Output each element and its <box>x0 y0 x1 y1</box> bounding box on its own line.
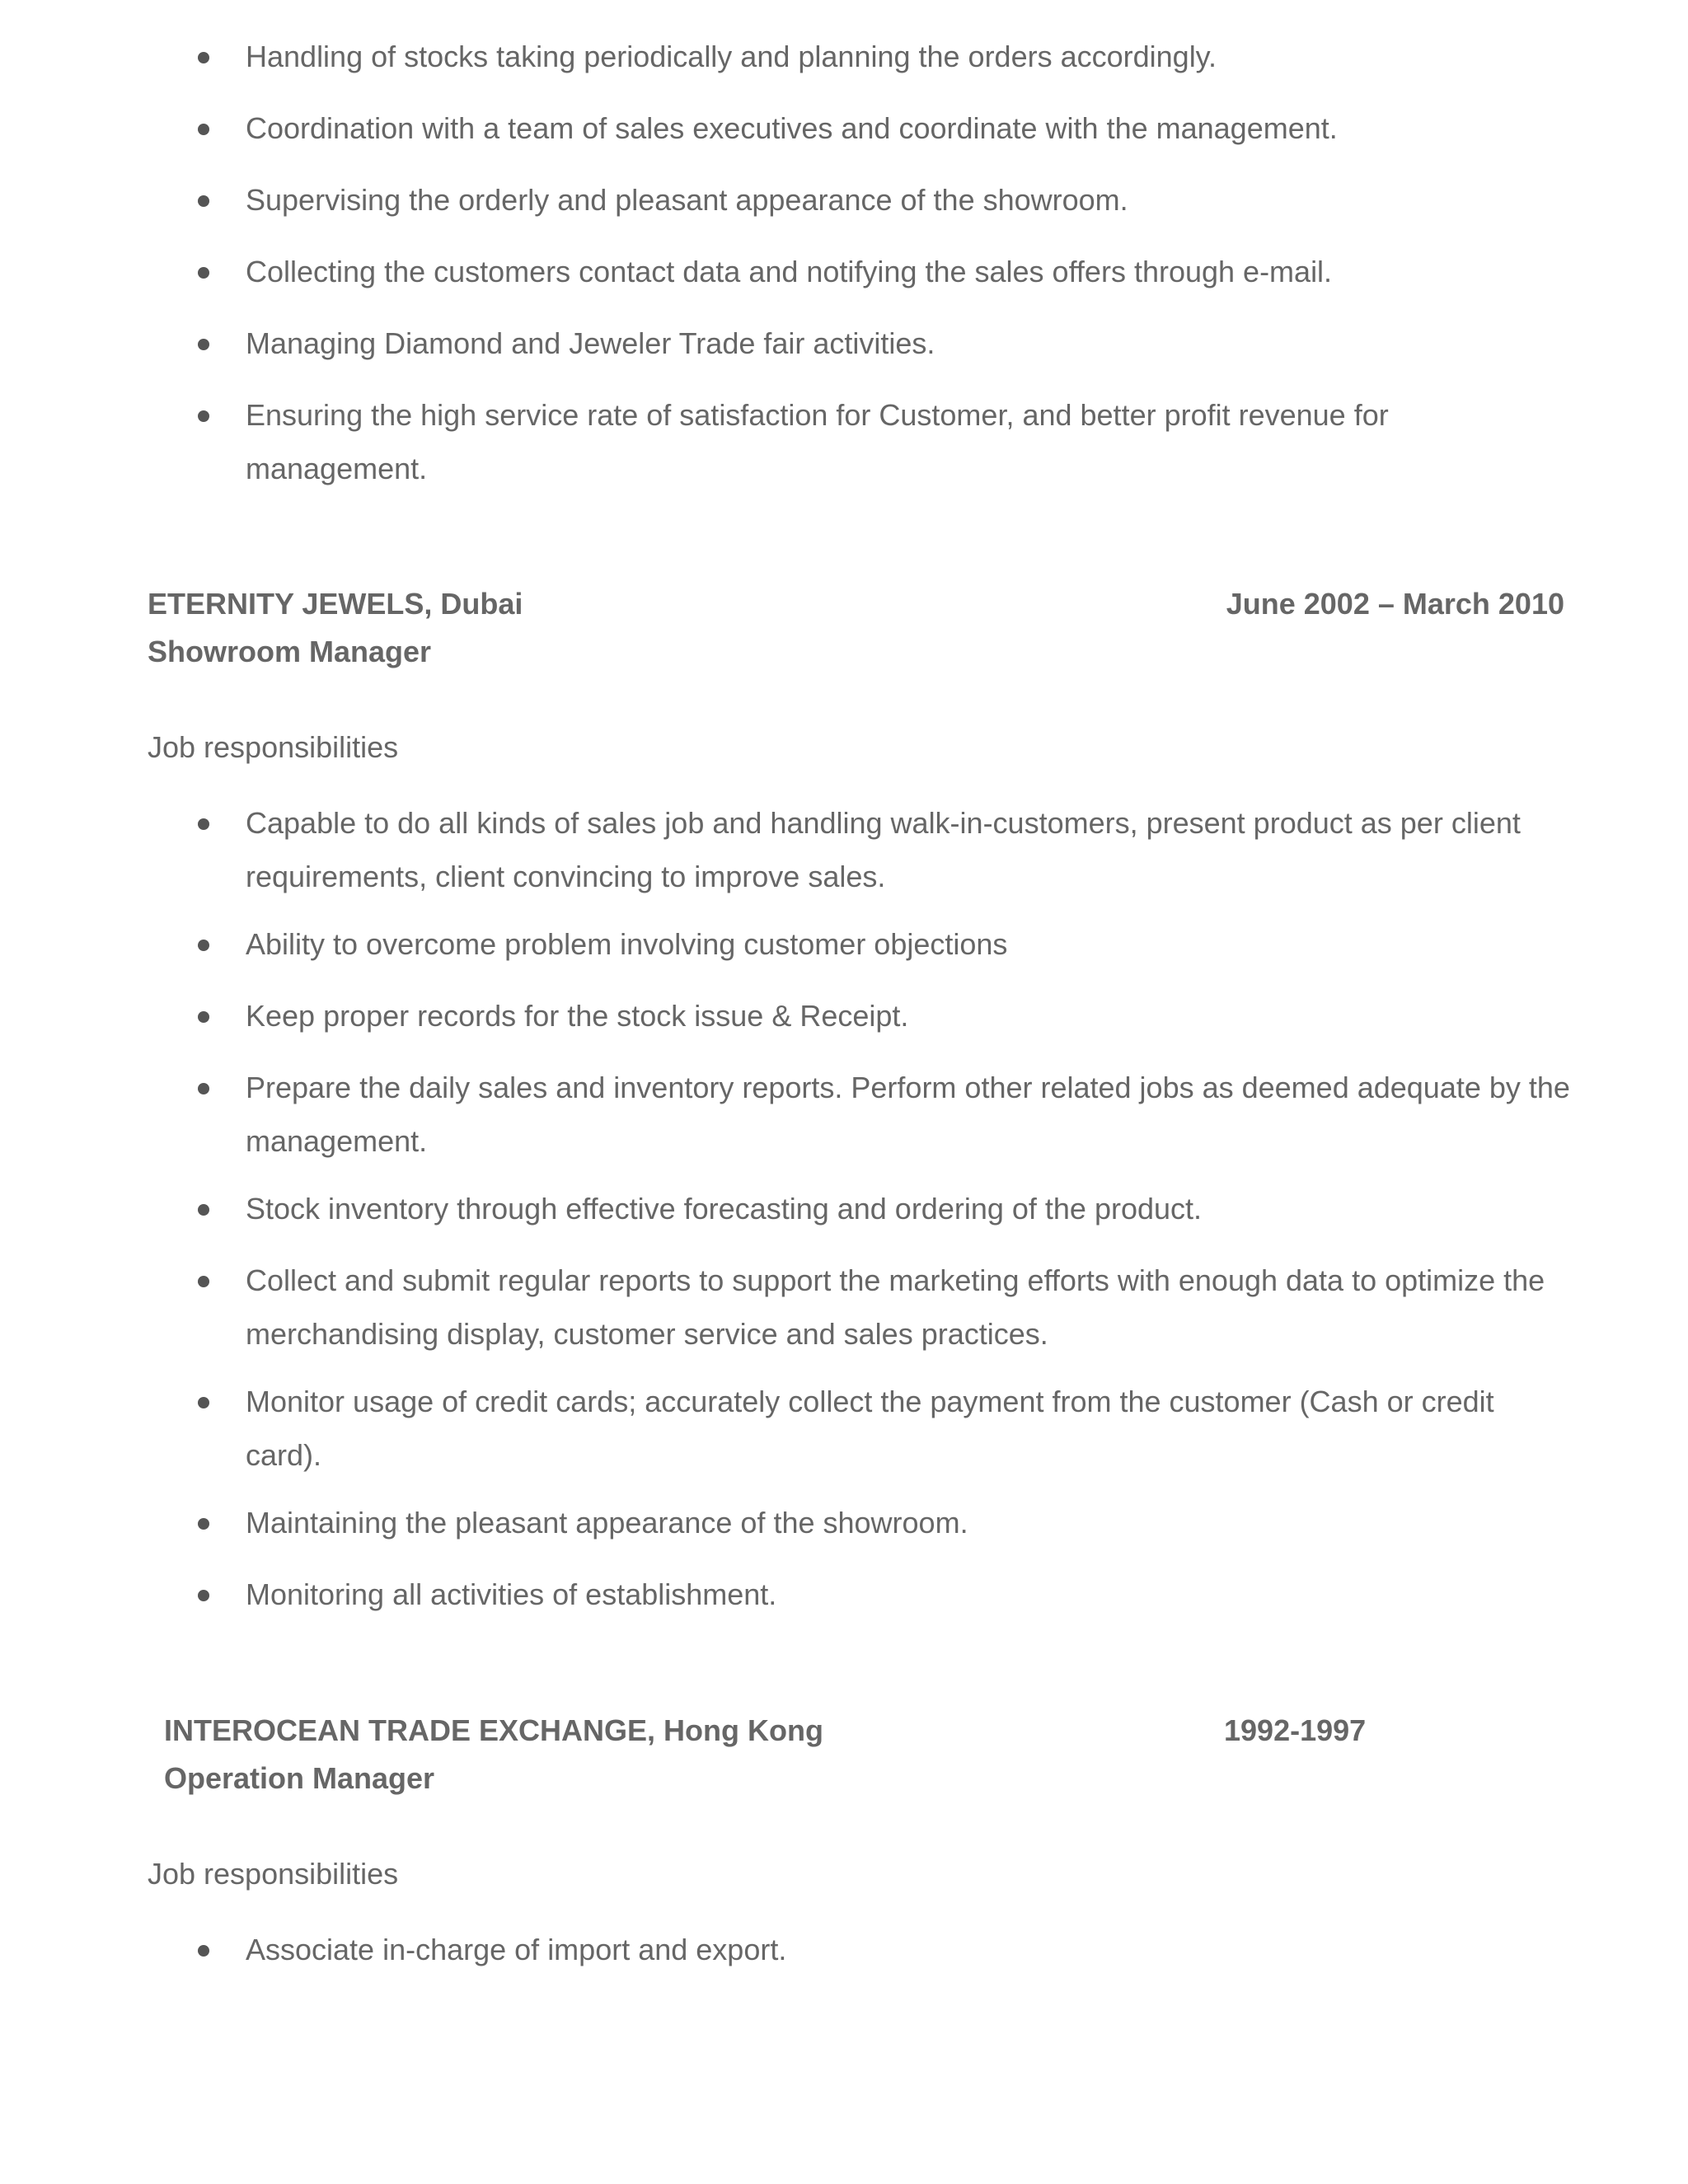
bullet-icon <box>198 1204 209 1216</box>
bullet-icon <box>198 818 209 830</box>
company-name: INTEROCEAN TRADE EXCHANGE, Hong Kong <box>164 1713 823 1747</box>
bullet-icon <box>198 267 209 279</box>
bullet-icon <box>198 1518 209 1530</box>
bullet-icon <box>198 940 209 951</box>
bullet-icon <box>198 339 209 350</box>
bullet-icon <box>198 1276 209 1287</box>
responsibilities-heading: Job responsibilities <box>148 730 399 764</box>
bullet-icon <box>198 1590 209 1601</box>
responsibilities-heading: Job responsibilities <box>148 1857 399 1891</box>
job-dates: June 2002 – March 2010 <box>1226 587 1564 621</box>
bullet-icon <box>198 1011 209 1023</box>
job-title: Operation Manager <box>164 1761 435 1795</box>
company-name: ETERNITY JEWELS, Dubai <box>148 587 523 621</box>
bullet-icon <box>198 52 209 63</box>
bullet-icon <box>198 195 209 207</box>
bullet-icon <box>198 410 209 422</box>
job-title: Showroom Manager <box>148 635 432 668</box>
bullet-icon <box>198 1397 209 1408</box>
bullet-icon <box>198 124 209 135</box>
job-dates: 1992-1997 <box>1224 1713 1367 1747</box>
bullet-icon <box>198 1945 209 1957</box>
bullet-icon <box>198 1083 209 1094</box>
resume-page: Handling of stocks taking periodically and planning the orders accordingly. Coordination with a team of sales executives and coordinate with the management. Supervising the orderly and pleasant appearance of the showroom. Collecting the customers contact data and notifying the sales offers through e-mail. Managing Diamond and Jeweler Trade fair activities. Ensuring the high service rate of satisfaction for Customer, and better profit revenue for management. ETERNITY JEWELS, Dubai June 2002 – March 2010 Showroom Manager Job responsibilities Capable to do all kinds of sales job and handling walk-in-customers, present product as per client requirements, client convincing to improve sales. Ability to overcome problem involving customer objections Keep proper records for the stock issue & Receipt. Prepare the daily sales and inventory reports. Perform other related jobs as deemed adequate by the management. Stock inventory through effective forecasting and ordering of the product. Collect and submit regular reports to support the marketing efforts with enough data to optimize the merchandising display, customer service and sales practices. Monitor usage of credit cards; accurately collect the payment from the customer (Cash or credit card). Maintaining the pleasant appearance of the showroom. Monitoring all activities of establishment. INTEROCEAN TRADE EXCHANGE, Hong Kong 1992-1997 Operation Manager Job responsibilities Associate in-charge of import and export. <box>148 40 1570 1966</box>
